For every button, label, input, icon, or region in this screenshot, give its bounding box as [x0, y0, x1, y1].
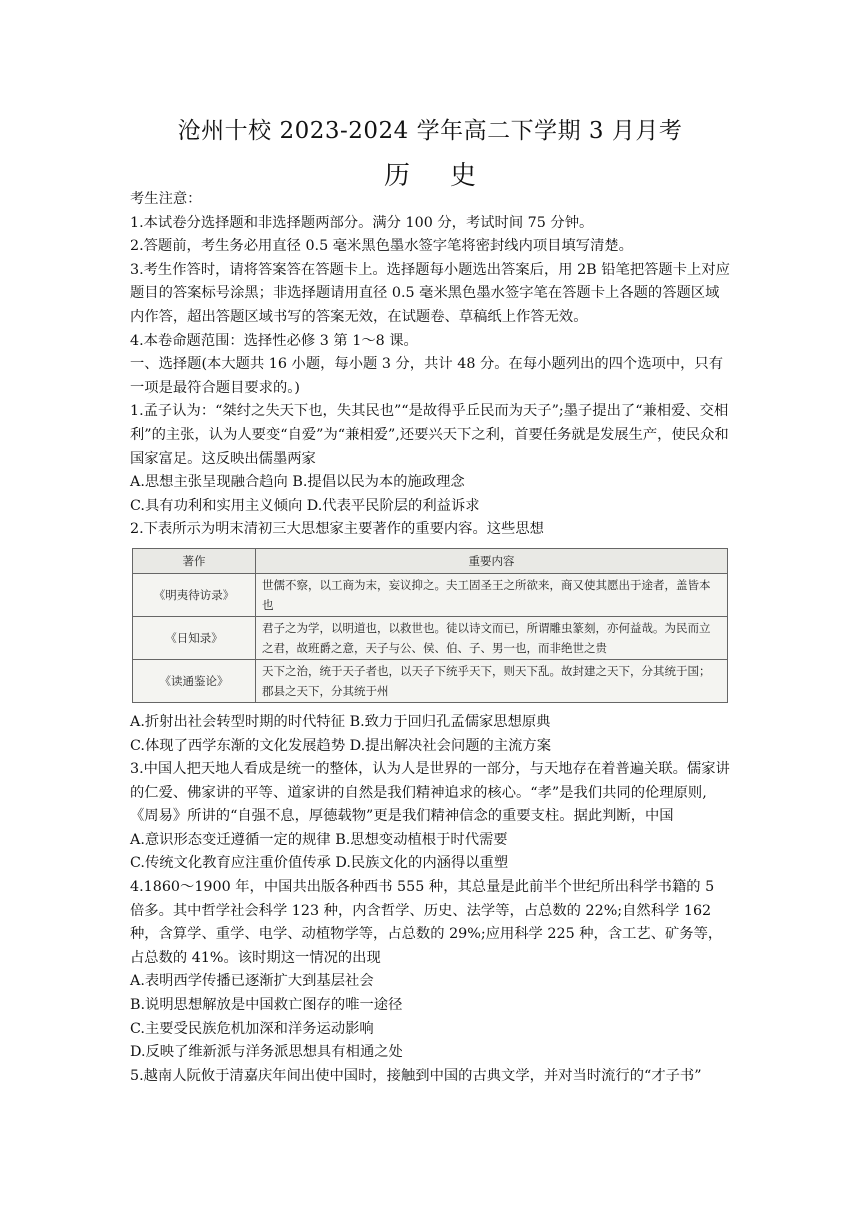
cell-book: 《日知录》 [133, 616, 256, 659]
question-3-stem: 3.中国人把天地人看成是统一的整体，认为人是世界的一部分，与天地存在着普遍关联。儒家讲的仁爱、佛家讲的平等、道家讲的自然是我们精神追求的核心。“孝”是我们共同的伦理原则,《周易》所讲的“自强不息，厚德载物”更是我们精神信念的重要支柱。据此判断，中国 [130, 761, 730, 825]
cell-book: 《读通鉴论》 [133, 659, 256, 702]
note-item-3: 3.考生作答时，请将答案答在答题卡上。选择题每小题选出答案后，用 2B 铅笔把答题卡上对应题目的答案标号涂黑；非选择题请用直径 0.5 毫米黑色墨水签字笔在答题卡上各题的答题区域内作答，超出答题区域书写的答案无效，在试题卷、草稿纸上作答无效。 [130, 261, 730, 325]
cell-content: 君子之为学，以明道也，以救世也。徒以诗文而已，所谓雕虫篆刻，亦何益哉。为民而立之君，故班爵之意，天子与公、侯、伯、子、男一也，而非绝世之贵 [256, 616, 728, 659]
cell-content: 天下之治，统于天子者也，以天子下统乎天下，则天下乱。故封建之天下，分其统于国；郡县之天下，分其统于州 [256, 659, 728, 702]
table-row [133, 616, 728, 659]
section-heading: 一、选择题(本大题共 16 小题，每小题 3 分，共计 48 分。在每小题列出的四个选项中，只有一项是最符合题目要求的。) [130, 356, 724, 396]
note-item-4: 4.本卷命题范围：选择性必修 3 第 1～8 课。 [130, 332, 418, 349]
question-2-options-cd: C.体现了西学东渐的文化发展趋势 D.提出解决社会问题的主流方案 [130, 737, 552, 754]
col-header-content: 重要内容 [256, 548, 728, 573]
col-header-book: 著作 [133, 548, 256, 573]
question-1-options-cd: C.具有功利和实用主义倾向 D.代表平民阶层的利益诉求 [130, 497, 480, 514]
question-2-options-ab: A.折射出社会转型时期的时代特征 B.致力于回归孔孟儒家思想原典 [130, 713, 551, 730]
note-item-1: 1.本试卷分选择题和非选择题两部分。满分 100 分，考试时间 75 分钟。 [130, 214, 594, 231]
question-4-option-d: D.反映了维新派与洋务派思想具有相通之处 [130, 1044, 403, 1061]
question-3-options-ab: A.意识形态变迁遵循一定的规律 B.思想变动植根于时代需要 [130, 831, 508, 848]
question-2-stem: 2.下表所示为明末清初三大思想家主要著作的重要内容。这些思想 [130, 521, 544, 538]
subject-heading: 历史 [383, 161, 516, 191]
works-table [132, 548, 728, 703]
note-item-2: 2.答题前，考生务必用直径 0.5 毫米黑色墨水签字笔将密封线内项目填写清楚。 [130, 238, 633, 255]
question-4-stem: 4.1860～1900 年，中国共出版各种西书 555 种，其总量是此前半个世纪所出科学书籍的 5 倍多。其中哲学社会科学 123 种，内含哲学、历史、法学等，占总数的 22%;自然科学 162 种，含算学、重学、电学、动植物学等，占总数的 29%;应用科学 225 种，含工艺、矿务等，占总数的 41%。该时期这一情况的出现 [130, 879, 723, 966]
table-row [133, 659, 728, 702]
cell-content: 世儒不察，以工商为末，妄议抑之。夫工固圣王之所欲来，商又使其愿出于途者，盖皆本也 [256, 573, 728, 616]
exam-title: 沧州十校 2023-2024 学年高二下学期 3 月月考 [177, 118, 683, 144]
notes-heading: 考生注意： [130, 191, 202, 207]
table-row [133, 573, 728, 616]
cell-book: 《明夷待访录》 [133, 573, 256, 616]
question-4-option-a: A.表明西学传播已逐渐扩大到基层社会 [130, 973, 374, 990]
works-table-header [133, 548, 728, 573]
exam-body [130, 188, 730, 1088]
question-3-options-cd: C.传统文化教育应注重价值传承 D.民族文化的内涵得以重塑 [130, 855, 509, 872]
question-1-stem: 1.孟子认为：“桀纣之失天下也，失其民也”“是故得乎丘民而为天子”;墨子提出了“兼相爱、交相利”的主张，认为人要变“自爱”为“兼相爱”,还要兴天下之利，首要任务就是发展生产，使民众和国家富足。这反映出儒墨两家 [130, 403, 729, 467]
question-5-stem: 5.越南人阮攸于清嘉庆年间出使中国时，接触到中国的古典文学，并对当时流行的“才子书” [130, 1067, 702, 1084]
question-4-option-c: C.主要受民族危机加深和洋务运动影响 [130, 1020, 374, 1037]
question-4-option-b: B.说明思想解放是中国救亡图存的唯一途径 [130, 997, 403, 1014]
question-1-options-ab: A.思想主张呈现融合趋向 B.提倡以民为本的施政理念 [130, 474, 465, 491]
